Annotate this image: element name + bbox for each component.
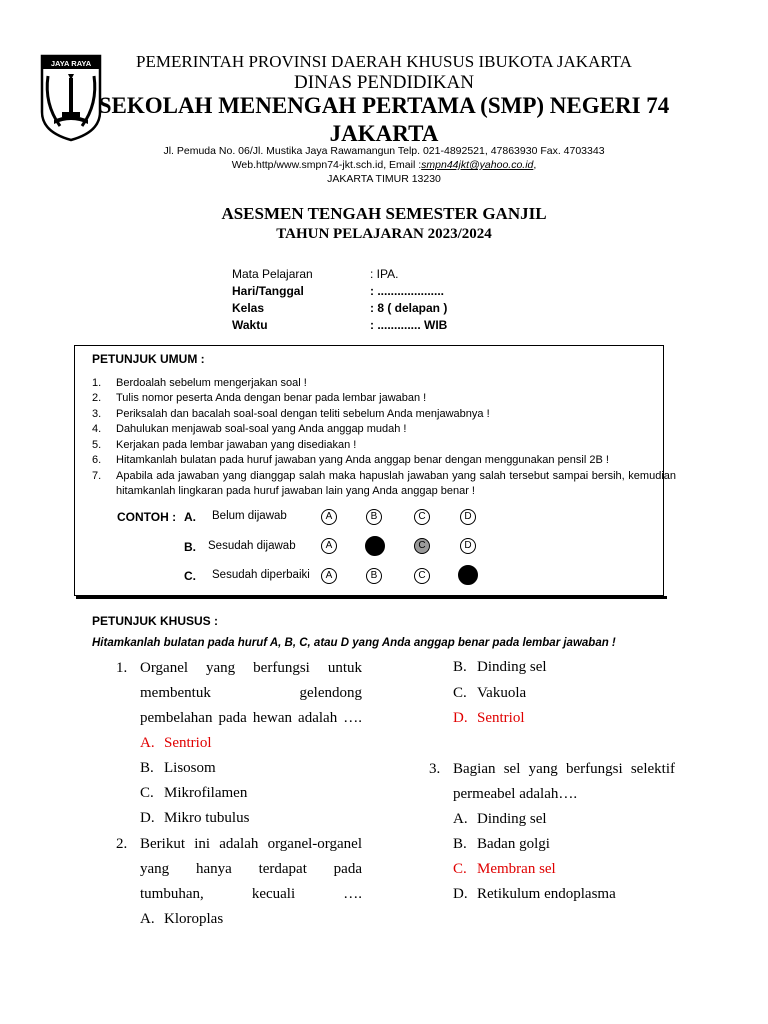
info-value-date: : .................... — [370, 284, 445, 298]
header-email-link[interactable]: smpn44jkt@yahoo.co.id — [421, 159, 534, 171]
info-label-time: Waktu — [232, 318, 268, 332]
general-instructions-title: PETUNJUK UMUM : — [92, 352, 205, 366]
header-address: Jl. Pemuda No. 06/Jl. Mustika Jaya Rawamangun Telp. 021-4892521, 47863930 Fax. 4703343 — [163, 145, 605, 157]
answer-bubble-filled — [365, 536, 385, 556]
question-line: membentuk gelendong — [140, 685, 362, 702]
box-shadow — [76, 596, 667, 599]
answer-bubble: C — [414, 509, 430, 525]
question-2 — [116, 832, 362, 908]
option-correct — [140, 735, 212, 752]
answer-bubble: D — [460, 509, 476, 525]
header-city: JAKARTA TIMUR 13230 — [327, 173, 441, 185]
header-department: DINAS PENDIDIKAN — [294, 72, 474, 93]
question-number: 1. — [116, 660, 128, 676]
rule-text: Hitamkanlah bulatan pada huruf jawaban yang Anda anggap benar dengan menggunakan pensil 2B ! — [116, 454, 609, 466]
info-value-class: : 8 ( delapan ) — [370, 301, 448, 315]
example-letter-c: C. — [184, 569, 196, 583]
option-letter: B. — [140, 760, 154, 776]
option-correct — [453, 861, 556, 878]
answer-bubble-filled — [458, 565, 478, 585]
option-text: Sentriol — [164, 735, 212, 751]
option-text: Badan golgi — [477, 836, 550, 852]
header-school-name: SEKOLAH MENENGAH PERTAMA (SMP) NEGERI 74 JAKARTA — [98, 93, 670, 146]
option — [140, 785, 247, 802]
rule-number: 7. — [92, 470, 102, 482]
question-number: 3. — [429, 761, 441, 777]
question-line: Berikut ini adalah organel-organel — [140, 836, 362, 852]
option — [453, 811, 547, 828]
option-text: Lisosom — [164, 760, 216, 776]
question-line: pembelahan pada hewan adalah …. — [140, 710, 362, 727]
rule-number: 3. — [92, 408, 102, 420]
header-web-line — [120, 158, 648, 172]
rule-text: Periksalah dan bacalah soal-soal dengan teliti sebelum Anda menjawabnya ! — [116, 408, 490, 420]
example-label: CONTOH : — [117, 510, 177, 524]
answer-bubble: D — [460, 538, 476, 554]
special-instructions-title: PETUNJUK KHUSUS : — [92, 614, 219, 628]
info-value-subject: : IPA. — [370, 267, 399, 281]
rule-number: 6. — [92, 454, 102, 466]
exam-year: TAHUN PELAJARAN 2023/2024 — [276, 226, 492, 242]
question-line: Bagian sel yang berfungsi selektif — [453, 761, 675, 777]
header-web: Web.http/www.smpn74-jkt.sch.id, Email : — [231, 159, 422, 171]
option-letter: A. — [140, 911, 155, 927]
option-text: Membran sel — [477, 861, 556, 877]
rule-text: Apabila ada jawaban yang dianggap salah maka hapuslah jawaban yang salah tersebut sampai bersih, kemudian hitamkanlah lingkaran pada huruf jawaban lain yang Anda anggap benar ! — [116, 470, 676, 497]
option-letter: C. — [453, 685, 467, 701]
option — [140, 810, 249, 827]
option-text: Dinding sel — [477, 811, 547, 827]
rule-number: 4. — [92, 423, 102, 435]
option-letter: B. — [453, 836, 467, 852]
question-1 — [116, 656, 362, 732]
example-desc-answered: Sesudah dijawab — [208, 540, 296, 552]
header-address-block — [120, 144, 648, 186]
info-label-date: Hari/Tanggal — [232, 284, 304, 298]
info-label-class: Kelas — [232, 301, 265, 315]
option-correct — [453, 710, 525, 727]
option-text: Retikulum endoplasma — [477, 886, 616, 902]
option-letter: D. — [453, 886, 468, 902]
option — [140, 760, 216, 777]
option-text: Dinding sel — [477, 659, 547, 675]
example-desc-unanswered: Belum dijawab — [212, 510, 287, 522]
option — [453, 886, 616, 903]
option-letter: B. — [453, 659, 467, 675]
option-letter: D. — [453, 710, 468, 726]
option — [453, 659, 547, 676]
option — [140, 911, 223, 928]
question-3 — [429, 757, 675, 807]
exam-title: ASESMEN TENGAH SEMESTER GANJIL — [221, 204, 547, 223]
special-instructions-text: Hitamkanlah bulatan pada huruf A, B, C, atau D yang Anda anggap benar pada lembar jawaban ! — [92, 637, 616, 649]
option-text: Kloroplas — [164, 911, 224, 927]
option — [453, 836, 550, 853]
example-letter-b: B. — [184, 540, 196, 554]
example-desc-corrected: Sesudah diperbaiki — [212, 569, 310, 581]
option-text: Sentriol — [477, 710, 525, 726]
option-letter: A. — [453, 811, 468, 827]
example-letter-a: A. — [184, 510, 196, 524]
rule-text: Dahulukan menjawab soal-soal yang Anda anggap mudah ! — [116, 423, 407, 435]
answer-bubble: B — [366, 509, 382, 525]
answer-bubble: C — [414, 568, 430, 584]
answer-bubble: A — [321, 538, 337, 554]
option-text: Vakuola — [477, 685, 527, 701]
question-line: permeabel adalah…. — [453, 786, 578, 803]
option — [453, 685, 526, 702]
rule-text: Berdoalah sebelum mengerjakan soal ! — [116, 377, 307, 389]
option-letter: D. — [140, 810, 155, 826]
option-text: Mikro tubulus — [164, 810, 250, 826]
option-text: Mikrofilamen — [164, 785, 248, 801]
question-line: tumbuhan, kecuali …. — [140, 886, 362, 903]
option-letter: A. — [140, 735, 155, 751]
header-web-suffix: , — [533, 159, 537, 171]
answer-bubble-shaded: C — [414, 538, 430, 554]
rule-number: 2. — [92, 392, 102, 404]
info-value-time: : ............. WIB — [370, 318, 448, 332]
logo-motto: JAYA RAYA — [50, 59, 92, 68]
option-letter: C. — [453, 861, 467, 877]
info-label-subject: Mata Pelajaran — [232, 267, 313, 281]
rule-number: 5. — [92, 439, 102, 451]
answer-bubble: A — [321, 509, 337, 525]
question-line: yang hanya terdapat pada — [140, 861, 362, 878]
rule-number: 1. — [92, 377, 102, 389]
question-number: 2. — [116, 836, 128, 852]
rule-text: Kerjakan pada lembar jawaban yang disediakan ! — [116, 439, 357, 451]
question-line: Organel yang berfungsi untuk — [140, 660, 362, 676]
header-government: PEMERINTAH PROVINSI DAERAH KHUSUS IBUKOTA JAKARTA — [136, 52, 632, 71]
option-letter: C. — [140, 785, 154, 801]
answer-bubble: B — [366, 568, 382, 584]
answer-bubble: A — [321, 568, 337, 584]
rule-text: Tulis nomor peserta Anda dengan benar pada lembar jawaban ! — [116, 392, 427, 404]
